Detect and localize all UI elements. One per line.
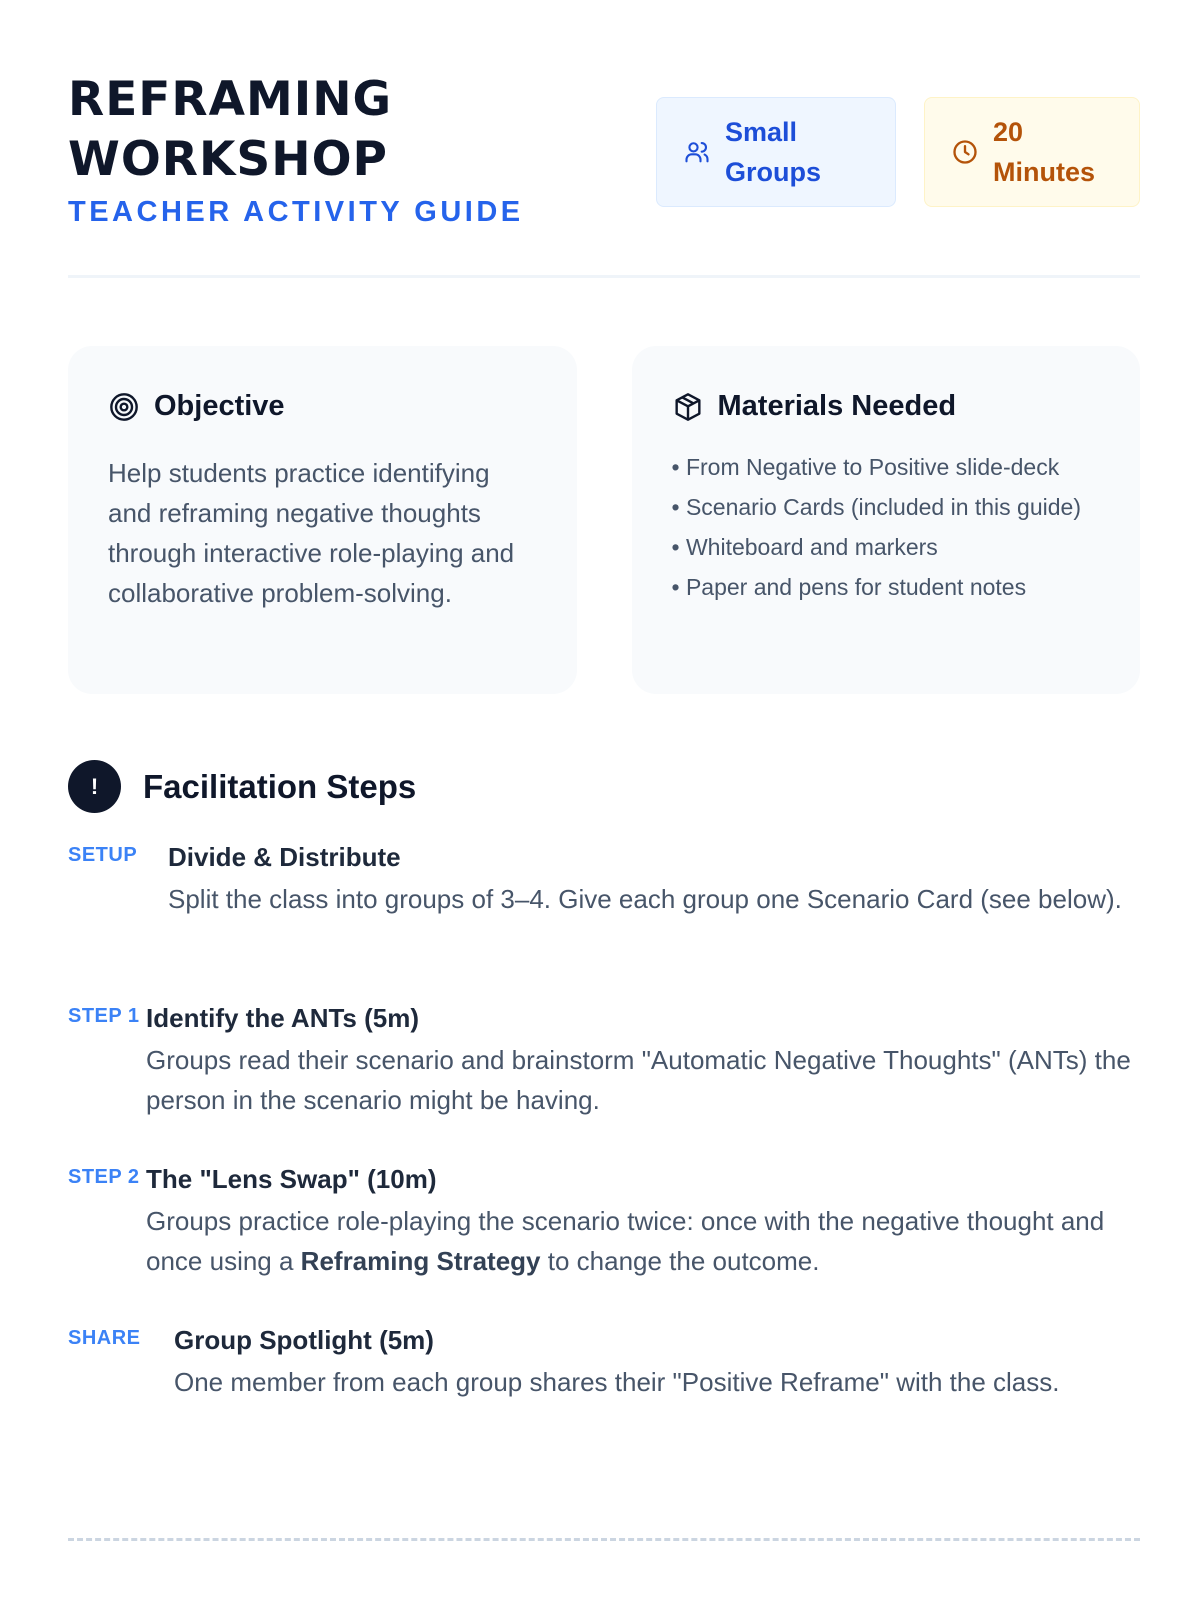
group-size-line-1: Small: [725, 117, 798, 147]
group-size-text: [725, 112, 821, 192]
target-icon: [108, 391, 140, 423]
duration-line-2: Minutes: [993, 157, 1096, 187]
step-tag: SETUP: [68, 844, 138, 866]
step-text: [146, 1201, 1140, 1281]
step-title: Identify the ANTs (5m): [146, 1003, 420, 1033]
step-title: Group Spotlight (5m): [174, 1325, 434, 1355]
header-divider: [68, 275, 1140, 278]
step-2: [68, 1162, 1140, 1281]
materials-card: [632, 346, 1141, 694]
step-tag: STEP 2: [68, 1166, 140, 1188]
step-setup: [68, 840, 1140, 919]
box-icon: [672, 391, 704, 423]
materials-item: • Scenario Cards (included in this guide): [672, 491, 1101, 524]
step-text: Split the class into groups of 3–4. Give each group one Scenario Card (see below).: [168, 884, 1122, 914]
group-size-line-2: Groups: [725, 157, 822, 187]
step-body: [168, 840, 1140, 919]
exclamation-icon: !: [68, 760, 121, 813]
reframing-strategy-emphasis: Reframing Strategy: [300, 1246, 541, 1276]
clock-icon: [951, 138, 979, 166]
activity-guide-page: [68, 0, 1140, 1600]
step-tag: SHARE: [68, 1327, 141, 1349]
materials-list: [672, 451, 1101, 604]
facilitation-heading: [68, 760, 416, 813]
section-divider: [68, 1538, 1140, 1541]
info-badges: [656, 97, 1140, 207]
group-size-badge: [656, 97, 896, 207]
objective-text: Help students practice identifying and reframing negative thoughts through interactive role-playing and collaborative problem-solving.: [108, 458, 515, 608]
duration-text: [993, 112, 1095, 192]
materials-item: • Paper and pens for student notes: [672, 571, 1101, 604]
duration-badge: [924, 97, 1140, 207]
title-line-2: WORKSHOP: [68, 132, 388, 187]
materials-heading: [672, 390, 1101, 423]
objective-title: Objective: [154, 390, 285, 422]
step-text: Groups read their scenario and brainstorm "Automatic Negative Thoughts" (ANTs) the person in the scenario might be having.: [146, 1045, 1131, 1115]
step-body: [146, 1001, 1140, 1120]
step-text: One member from each group shares their "Positive Reframe" with the class.: [174, 1367, 1060, 1397]
step-share: [68, 1323, 1140, 1402]
step-text-start: Groups practice role-playing the scenario twice: once with the negative thought and once using a: [146, 1206, 1105, 1276]
page-subtitle: TEACHER ACTIVITY GUIDE: [68, 196, 524, 228]
objective-heading: [108, 390, 537, 423]
step-title: Divide & Distribute: [168, 842, 401, 872]
page-header: [68, 70, 1140, 230]
objective-card: [68, 346, 577, 694]
materials-item: • Whiteboard and markers: [672, 531, 1101, 564]
users-icon: [683, 138, 711, 166]
duration-line-1: 20: [993, 117, 1024, 147]
step-title: The "Lens Swap" (10m): [146, 1164, 437, 1194]
facilitation-title: Facilitation Steps: [143, 767, 417, 805]
overview-cards: [68, 346, 1140, 694]
materials-title: Materials Needed: [717, 390, 957, 422]
step-body: [146, 1162, 1140, 1281]
materials-item: • From Negative to Positive slide-deck: [672, 451, 1101, 484]
step-text-end: to change the outcome.: [540, 1246, 820, 1276]
step-body: [174, 1323, 1140, 1402]
step-tag: STEP 1: [68, 1005, 140, 1027]
title-line-1: REFRAMING: [68, 72, 393, 127]
step-1: [68, 1001, 1140, 1120]
